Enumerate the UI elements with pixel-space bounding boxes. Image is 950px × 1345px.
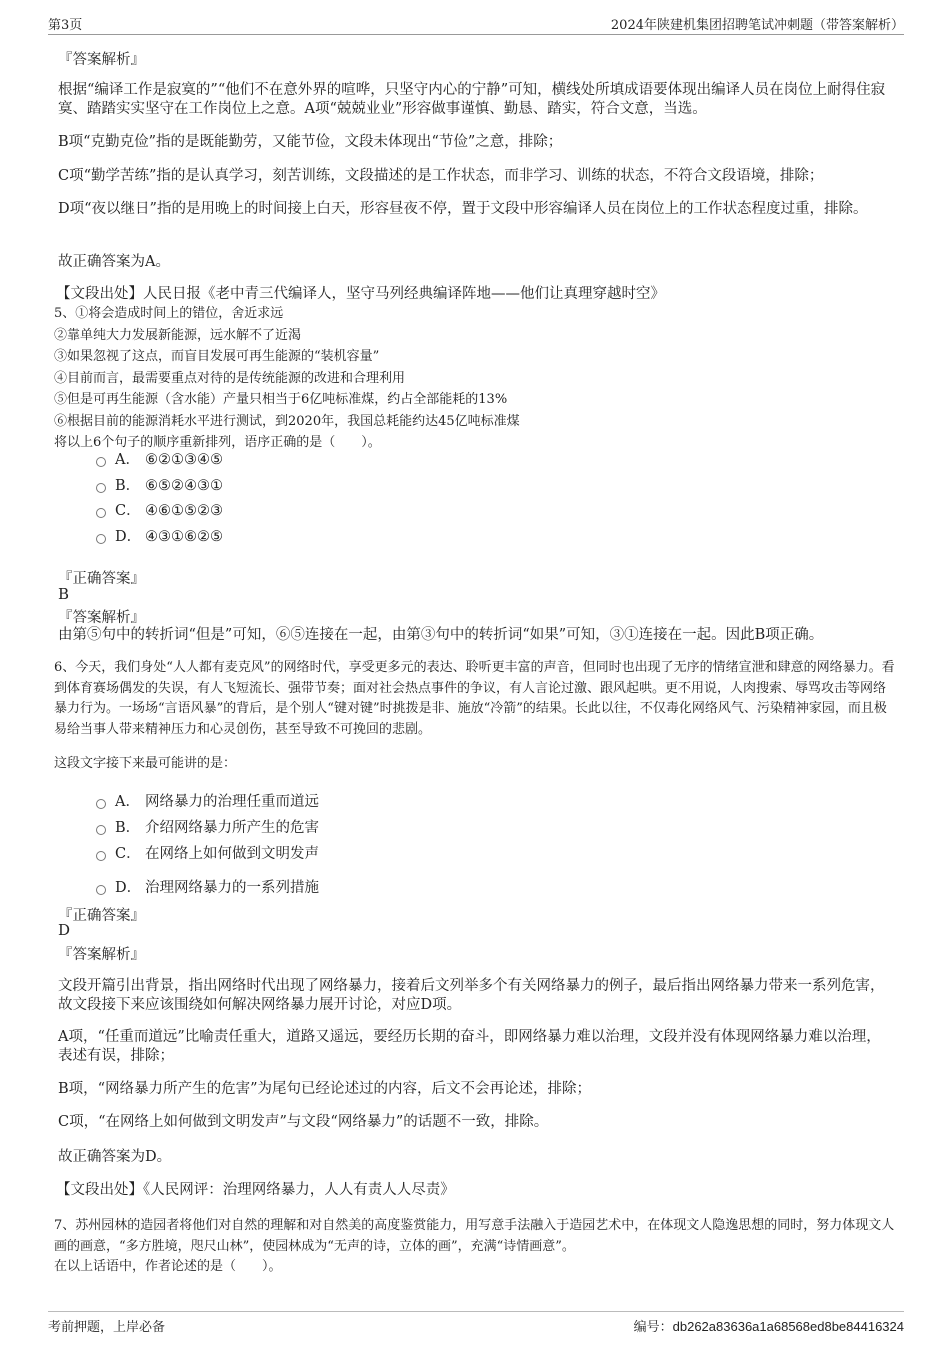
radio-icon[interactable] <box>96 851 106 861</box>
q6-question: 这段文字接下来最可能讲的是： <box>54 756 237 771</box>
q5-option-d[interactable]: D． ④③①⑥②⑤ <box>96 525 223 546</box>
q6-option-a[interactable]: A． 网络暴力的治理任重而道远 <box>96 790 319 811</box>
q6-source: 【文段出处】《人民网评：治理网络暴力，人人有责人人尽责》 <box>56 1182 455 1198</box>
radio-icon[interactable] <box>96 799 106 809</box>
page-number: 第3页 <box>48 18 83 33</box>
q5-option-a[interactable]: A． ⑥②①③④⑤ <box>96 448 223 469</box>
q5-line-1: 5、①将会造成时间上的错位，舍近求远 <box>54 306 284 321</box>
q4-analysis-p1: 根据“编译工作是寂寞的”“他们不在意外界的喧哗，只坚守内心的宁静”可知，横线处所填成语要体现出编译人员在岗位上耐得住寂寞、踏踏实实坚守在工作岗位上之意。A项“兢兢业业”形容做事谨慎、勤恳、踏实，符合文意，当选。 <box>58 82 886 117</box>
document-code <box>634 1316 904 1335</box>
q5-answer-label: 『正确答案』 <box>58 571 145 587</box>
code-value: db262a83636a1a68568ed8be84416324 <box>672 1319 904 1334</box>
q6-option-d[interactable]: D． 治理网络暴力的一系列措施 <box>96 876 319 897</box>
q6-conclusion: 故正确答案为D。 <box>58 1149 172 1165</box>
q5-question: 将以上6个句子的顺序重新排列，语序正确的是（ ）。 <box>54 435 381 450</box>
radio-icon[interactable] <box>96 534 106 544</box>
q6-analysis-p4: C项，“在网络上如何做到文明发声”与文段“网络暴力”的话题不一致，排除。 <box>58 1114 549 1130</box>
radio-icon[interactable] <box>96 483 106 493</box>
q6-stem: 6、今天，我们身处“人人都有麦克风”的网络时代，享受更多元的表达、聆听更丰富的声音，但同时也出现了无序的情绪宣泄和肆意的网络暴力。看到体育赛场偶发的失误，有人飞短流长、强带节奏；面对社会热点事件的争议，有人言论过激、跟风起哄。更不用说，人肉搜索、辱骂攻击等网络暴力行为。一场场“言语风暴”的背后，是个别人“键对键”时挑拨是非、施放“冷箭”的结果。长此以往，不仅毒化网络风气、污染精神家园，而且极易给当事人带来精神压力和心灵创伤，甚至导致不可挽回的悲剧。 <box>54 660 895 737</box>
q6-analysis-label: 『答案解析』 <box>58 947 145 963</box>
q6-option-c[interactable]: C． 在网络上如何做到文明发声 <box>96 842 319 863</box>
q5-option-b[interactable]: B． ⑥⑤②④③① <box>96 474 223 495</box>
footer-motto: 考前押题，上岸必备 <box>48 1320 166 1335</box>
q6-analysis-p1: 文段开篇引出背景，指出网络时代出现了网络暴力，接着后文列举多个有关网络暴力的例子，最后指出网络暴力带来一系列危害，故文段接下来应该围绕如何解决网络暴力展开讨论，对应D项。 <box>58 978 885 1013</box>
q5-analysis: 由第⑤句中的转折词“但是”可知，⑥⑤连接在一起，由第③句中的转折词“如果”可知，③①连接在一起。因此B项正确。 <box>58 627 824 643</box>
q6-option-b[interactable]: B． 介绍网络暴力所产生的危害 <box>96 816 319 837</box>
q4-analysis-label: 『答案解析』 <box>58 52 145 68</box>
q5-line-5: ⑤但是可再生能源（含水能）产量只相当于6亿吨标准煤，约占全部能耗的13% <box>54 392 508 407</box>
q5-answer: B <box>58 585 70 603</box>
radio-icon[interactable] <box>96 508 106 518</box>
q5-line-6: ⑥根据目前的能源消耗水平进行测试，到2020年，我国总耗能约达45亿吨标准煤 <box>54 413 520 429</box>
q6-analysis-p3: B项，“网络暴力所产生的危害”为尾句已经论述过的内容，后文不会再论述，排除； <box>58 1081 591 1097</box>
q6-answer-label: 『正确答案』 <box>58 908 145 924</box>
document-title: 2024年陕建机集团招聘笔试冲刺题（带答案解析） <box>610 18 904 33</box>
radio-icon[interactable] <box>96 825 106 835</box>
q6-analysis-p2: A项，“任重而道远”比喻责任重大，道路又遥远，要经历长期的奋斗，即网络暴力难以治理，文段并没有体现网络暴力难以治理，表述有误，排除； <box>58 1029 881 1064</box>
q6-answer: D <box>58 921 71 939</box>
q5-option-c[interactable]: C． ④⑥①⑤②③ <box>96 499 223 520</box>
page-header <box>48 12 904 35</box>
radio-icon[interactable] <box>96 885 106 895</box>
q5-line-2: ②靠单纯大力发展新能源，远水解不了近渴 <box>54 327 302 343</box>
q7-stem: 7、苏州园林的造园者将他们对自然的理解和对自然美的高度鉴赏能力，用写意手法融入于造园艺术中，在体现文人隐逸思想的同时，努力体现文人画的画意，“多方胜境，咫尺山林”，使园林成为“无声的诗，立体的画”，充满“诗情画意”。 <box>54 1218 895 1254</box>
q4-conclusion: 故正确答案为A。 <box>58 254 170 270</box>
page-footer <box>48 1311 904 1336</box>
q5-analysis-label: 『答案解析』 <box>58 610 145 626</box>
q4-analysis-p3: C项“勤学苦练”指的是认真学习，刻苦训练，文段描述的是工作状态，而非学习、训练的状态，不符合文段语境，排除； <box>58 168 824 184</box>
radio-icon[interactable] <box>96 457 106 467</box>
q5-line-4: ④目前而言，最需要重点对待的是传统能源的改进和合理利用 <box>54 370 406 386</box>
q7-question: 在以上话语中，作者论述的是（ ）。 <box>54 1259 282 1274</box>
code-label: 编号： <box>633 1320 673 1335</box>
q4-source: 【文段出处】人民日报《老中青三代编译人，坚守马列经典编译阵地——他们让真理穿越时空》 <box>56 286 665 302</box>
q4-analysis-p2: B项“克勤克俭”指的是既能勤劳，又能节俭，文段未体现出“节俭”之意，排除； <box>58 134 563 150</box>
q4-analysis-p4: D项“夜以继日”指的是用晚上的时间接上白天，形容昼夜不停，置于文段中形容编译人员在岗位上的工作状态程度过重，排除。 <box>58 201 868 217</box>
q5-stem <box>54 303 896 454</box>
q5-line-3: ③如果忽视了这点，而盲目发展可再生能源的“装机容量” <box>54 349 380 364</box>
